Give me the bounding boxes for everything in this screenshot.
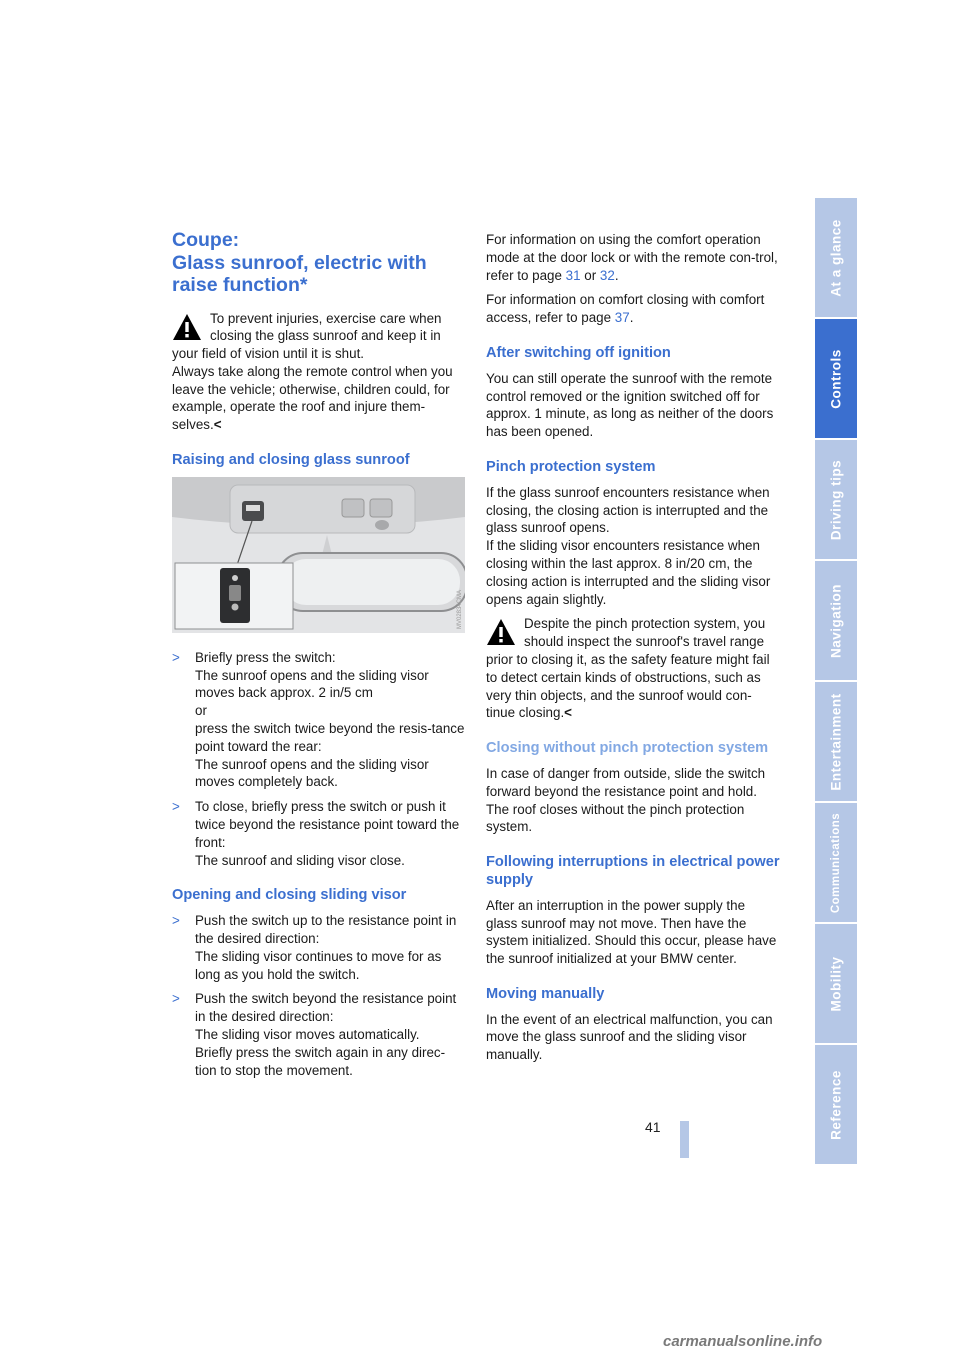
warning-icon	[486, 617, 516, 647]
page-number: 41	[645, 1119, 661, 1135]
paragraph: For information on using the comfort operation mode at the door lock or with the remote con-trol, refer to page 31 or 32.	[486, 232, 778, 283]
section-heading: Following interruptions in electrical power supply	[486, 854, 780, 888]
page-title: Coupe: Glass sunroof, electric with raise function*	[172, 229, 427, 296]
tab-driving-tips[interactable]: Driving tips	[815, 440, 857, 561]
paragraph: For information on comfort closing with comfort access, refer to page 37.	[486, 292, 765, 326]
tab-at-a-glance[interactable]: At a glance	[815, 198, 857, 319]
bullet-marker: >	[172, 991, 180, 1007]
warning-text: To prevent injuries, exercise care when closing the glass sunroof and keep it in your field of vision until it is shut.	[172, 310, 442, 362]
section-heading: Closing without pinch protection system	[486, 740, 769, 757]
page-link[interactable]: 31	[565, 267, 581, 283]
tab-navigation[interactable]: Navigation	[815, 561, 857, 682]
right-column	[486, 231, 780, 1071]
list-item: > To close, briefly press the switch or push it twice beyond the resistance point toward the front: The sunroof and sliding visor close.	[172, 799, 460, 868]
bullet-marker: >	[172, 913, 180, 929]
warning-block	[486, 615, 780, 722]
section-heading: Pinch protection system	[486, 458, 656, 475]
page-link[interactable]: 37	[614, 310, 630, 326]
tab-communications[interactable]: Communications	[815, 803, 857, 924]
paragraph: In case of danger from outside, slide the switch forward beyond the resistance point and hold. The roof closes without the pinch protection system.	[486, 765, 766, 835]
paragraph: You can still operate the sunroof with the remote control removed or the ignition switched off for approx. 1 minute, as long as neither of the doors has been opened.	[486, 370, 774, 440]
tab-mobility[interactable]: Mobility	[815, 924, 857, 1045]
page-number-bar	[680, 1121, 689, 1158]
left-column	[172, 229, 465, 1086]
warning-text-2: Always take along the remote control when you leave the vehicle; otherwise, children could, for example, operate the roof and injure them-selves.<	[172, 363, 453, 433]
warning-icon	[172, 312, 202, 342]
bullet-marker: >	[172, 649, 180, 665]
paragraph: After an interruption in the power supply the glass sunroof may not move. Then have the system initialized. Should this occur, please have the sunroof initialized at your BMW center.	[486, 897, 777, 967]
sunroof-switch-figure	[172, 477, 465, 633]
tab-reference[interactable]: Reference	[815, 1045, 857, 1164]
section-heading: Opening and closing sliding visor	[172, 887, 407, 904]
section-heading: After switching off ignition	[486, 344, 671, 361]
section-heading: Moving manually	[486, 985, 605, 1002]
chapter-sidebar	[815, 198, 857, 1164]
overhead-console-illustration	[172, 477, 465, 633]
section-heading: Raising and closing glass sunroof	[172, 452, 410, 469]
paragraph: In the event of an electrical malfunction, you can move the glass sunroof and the sliding visor manually.	[486, 1011, 773, 1063]
svg-text:MV02834CMA: MV02834CMA	[457, 589, 463, 629]
warning-text: Despite the pinch protection system, you should inspect the sunroof's travel range prior to closing it, as the safety feature might fail to detect certain kinds of obstructions, such as very thin objects, and the sunroof would con-tinue closing.<	[486, 616, 770, 721]
paragraph: If the sliding visor encounters resistance when closing within the last approx. 8 in/20 cm, the closing action is interrupted and the sliding visor opens again slightly.	[486, 538, 771, 607]
list-item: > Briefly press the switch: The sunroof opens and the sliding visor moves back approx. 2 in/5 cm or press the switch twice beyond the resis-tance point toward the rear: The sunroof opens and the sliding visor moves completely back.	[172, 649, 465, 790]
tab-controls[interactable]: Controls	[815, 319, 857, 440]
list-item: > Push the switch up to the resistance point in the desired direction: The sliding visor continues to move for as long as you hold the switch.	[172, 913, 457, 982]
list-item: > Push the switch beyond the resistance point in the desired direction: The sliding visor moves automatically. Briefly press the switch again in any direc-tion to stop the movement.	[172, 991, 457, 1078]
page-link[interactable]: 32	[599, 267, 615, 283]
footer-watermark: carmanualsonline.info	[663, 1333, 823, 1350]
tab-entertainment[interactable]: Entertainment	[815, 682, 857, 803]
bullet-marker: >	[172, 799, 180, 815]
warning-block	[172, 310, 465, 435]
paragraph: If the glass sunroof encounters resistance when closing, the closing action is interrupted and the glass sunroof opens.	[486, 484, 770, 536]
